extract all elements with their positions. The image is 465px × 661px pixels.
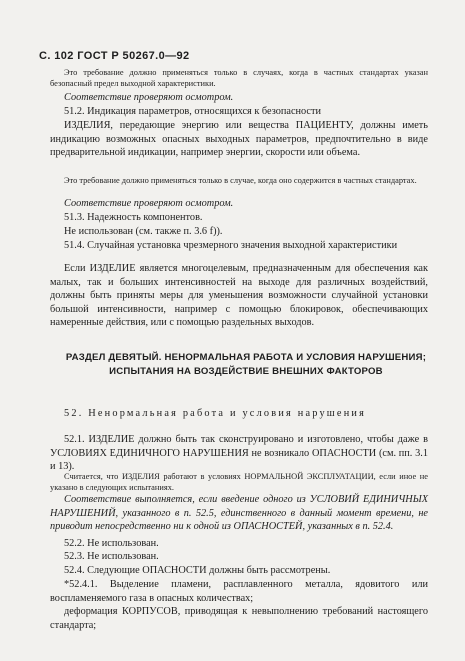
section-heading: РАЗДЕЛ ДЕВЯТЫЙ. НЕНОРМАЛЬНАЯ РАБОТА И УСЛОВИЯ НАРУШЕНИЯ; ИСПЫТАНИЯ НА ВОЗДЕЙСТВИЕ ВНЕШНИХ ФАКТОРОВ bbox=[65, 352, 427, 377]
clause-paragraph: 52.1. ИЗДЕЛИЕ должно быть так сконструировано и изготовлено, чтобы даже в УСЛОВИЯХ ЕДИНИЧНОГО НАРУШЕНИЯ не возникало ОПАСНОСТИ (см. пп. 3.1 и 13). bbox=[50, 434, 428, 473]
clause-paragraph: 52.2. Не использован. bbox=[64, 538, 159, 549]
clause-paragraph: *52.4.1. Выделение пламени, расплавленного металла, ядовитого или воспламеняемого газа в опасных количествах; bbox=[50, 579, 428, 604]
clause-heading: 52. Ненормальная работа и условия нарушения bbox=[64, 408, 367, 419]
clause-heading: 51.4. Случайная установка чрезмерного значения выходной характеристики bbox=[64, 240, 398, 251]
page-header: С. 102 ГОСТ Р 50267.0—92 bbox=[39, 50, 190, 62]
clause-paragraph: 52.4. Следующие ОПАСНОСТИ должны быть рассмотрены. bbox=[64, 565, 331, 576]
compliance-note: Соответствие проверяют осмотром. bbox=[64, 92, 234, 103]
note-paragraph: Считается, что ИЗДЕЛИЯ работают в условиях НОРМАЛЬНОЙ ЭКСПЛУАТАЦИИ, если иное не указано в следующих испытаниях. bbox=[50, 472, 428, 492]
clause-heading: 51.2. Индикация параметров, относящихся к безопасности bbox=[64, 106, 322, 117]
clause-paragraph: Не использован (см. также п. 3.6 f)). bbox=[64, 226, 223, 237]
clause-paragraph: деформация КОРПУСОВ, приводящая к невыполнению требований настоящего стандарта; bbox=[50, 606, 428, 631]
compliance-note: Соответствие проверяют осмотром. bbox=[64, 198, 234, 209]
clause-paragraph: ИЗДЕЛИЯ, передающие энергию или вещества ПАЦИЕНТУ, должны иметь индикацию возможных опасных выходных параметров, предпочтительно в виде предварительной индикации, например энергии, скорости или объема. bbox=[50, 120, 428, 159]
note-paragraph: Это требование должно применяться только в случае, когда оно содержится в частных стандартах. bbox=[64, 176, 417, 185]
note-paragraph: Это требование должно применяться только в случаях, когда в частных стандартах указан безопасный предел выходной характеристики. bbox=[50, 68, 428, 88]
clause-paragraph: Если ИЗДЕЛИЕ является многоцелевым, предназначенным для обеспечения как малых, так и больших интенсивностей на выходе для различных воздействий, должны быть приняты меры для уменьшения возможности случайной установки большой интенсивности, например с помощью блокировок, обеспечивающих намеренные действия, или с помощью раздельных выходов. bbox=[50, 263, 428, 329]
clause-paragraph: 52.3. Не использован. bbox=[64, 551, 159, 562]
compliance-note: Соответствие выполняется, если введение одного из УСЛОВИЙ ЕДИНИЧНЫХ НАРУШЕНИЙ, указанного в п. 52.5, единственного в данный момент времени, не приводит непосредственно ни к одной из ОПАСНОСТЕЙ, указанных в п. 52.4. bbox=[50, 494, 428, 533]
clause-heading: 51.3. Надежность компонентов. bbox=[64, 212, 203, 223]
